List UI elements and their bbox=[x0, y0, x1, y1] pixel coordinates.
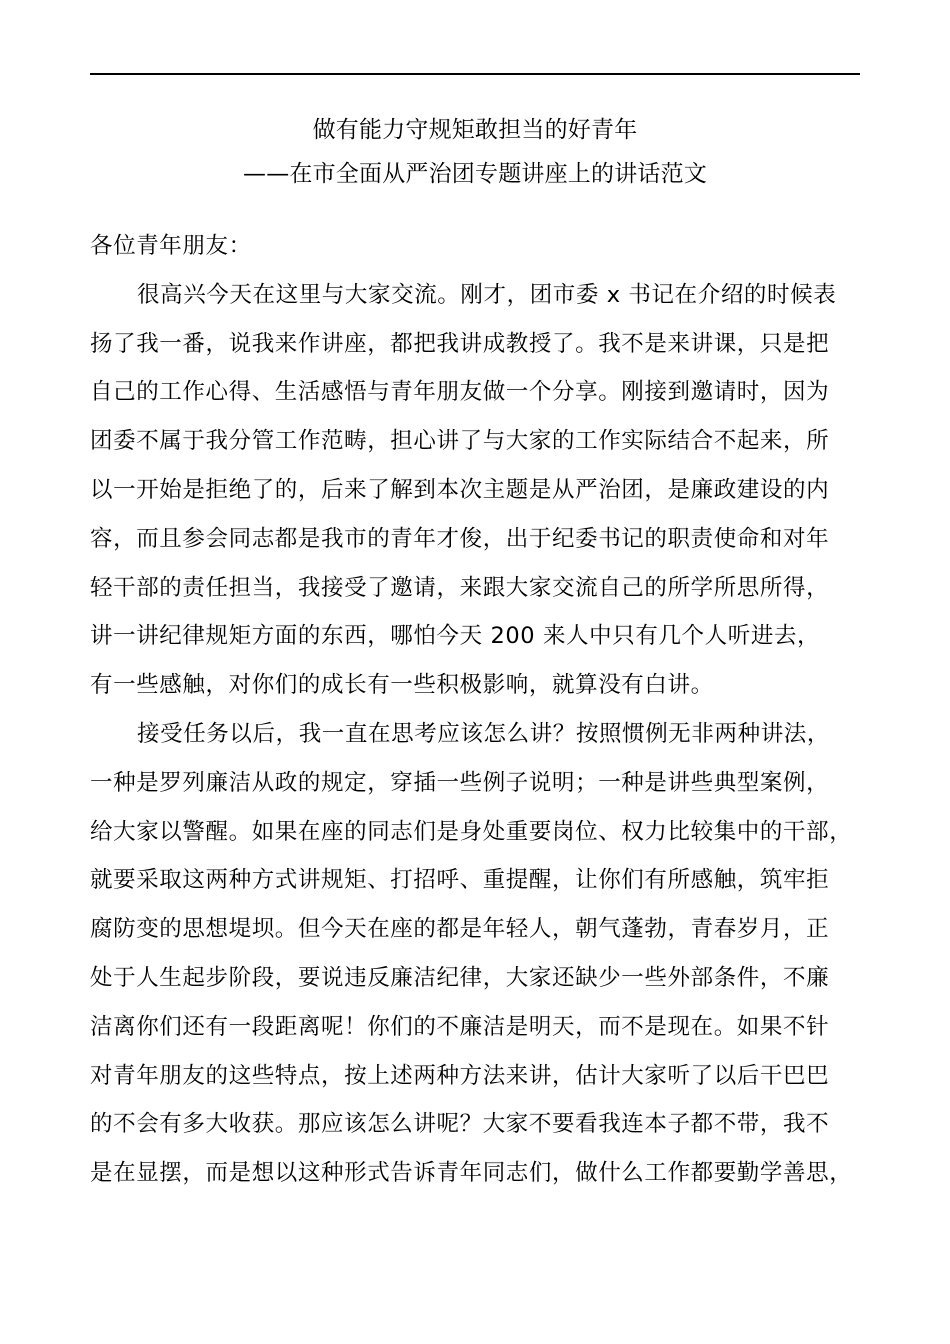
document-subtitle: ——在市全面从严治团专题讲座上的讲话范文 bbox=[243, 161, 707, 187]
text-line: 就要采取这两种方式讲规矩、打招呼、重提醒，让你们有所感触，筑牢拒 bbox=[90, 867, 830, 894]
header-rule bbox=[90, 73, 860, 75]
text-line: 有一些感触，对你们的成长有一些积极影响，就算没有白讲。 bbox=[90, 672, 714, 699]
text-line: 处于人生起步阶段，要说违反廉洁纪律，大家还缺少一些外部条件，不廉 bbox=[90, 964, 830, 991]
text-line: 接受任务以后，我一直在思考应该怎么讲？按照惯例无非两种讲法， bbox=[137, 720, 831, 747]
text-line: 团委不属于我分管工作范畴，担心讲了与大家的工作实际结合不起来，所 bbox=[90, 428, 830, 455]
text-line: 轻干部的责任担当，我接受了邀请，来跟大家交流自己的所学所思所得， bbox=[90, 574, 830, 601]
text-line: 一种是罗列廉洁从政的规定，穿插一些例子说明；一种是讲些典型案例， bbox=[90, 769, 830, 796]
text-line: 容，而且参会同志都是我市的青年才俊，出于纪委书记的职责使命和对年 bbox=[90, 525, 830, 552]
text-line: 自己的工作心得、生活感悟与青年朋友做一个分享。刚接到邀请时，因为 bbox=[90, 379, 830, 406]
title-block bbox=[90, 108, 860, 196]
text-line: 腐防变的思想堤坝。但今天在座的都是年轻人，朝气蓬勃，青春岁月，正 bbox=[90, 916, 830, 943]
text-line: 很高兴今天在这里与大家交流。刚才，团市委 x 书记在介绍的时候表 bbox=[137, 281, 837, 308]
text-line: 洁离你们还有一段距离呢！你们的不廉洁是明天，而不是现在。如果不针 bbox=[90, 1013, 830, 1040]
text-line: 讲一讲纪律规矩方面的东西，哪怕今天 200 来人中只有几个人听进去， bbox=[90, 623, 821, 650]
text-line: 是在显摆，而是想以这种形式告诉青年同志们，做什么工作都要勤学善思， bbox=[90, 1160, 853, 1187]
document-title: 做有能力守规矩敢担当的好青年 bbox=[312, 117, 638, 143]
text-line: 的不会有多大收获。那应该怎么讲呢？大家不要看我连本子都不带，我不 bbox=[90, 1111, 830, 1138]
salutation: 各位青年朋友： bbox=[90, 233, 252, 259]
text-line: 以一开始是拒绝了的，后来了解到本次主题是从严治团，是廉政建设的内 bbox=[90, 476, 830, 503]
text-line: 对青年朋友的这些特点，按上述两种方法来讲，估计大家听了以后干巴巴 bbox=[90, 1062, 830, 1089]
text-line: 给大家以警醒。如果在座的同志们是身处重要岗位、权力比较集中的干部， bbox=[90, 818, 853, 845]
text-line: 扬了我一番，说我来作讲座，都把我讲成教授了。我不是来讲课，只是把 bbox=[90, 330, 830, 357]
body-text bbox=[90, 222, 860, 1198]
